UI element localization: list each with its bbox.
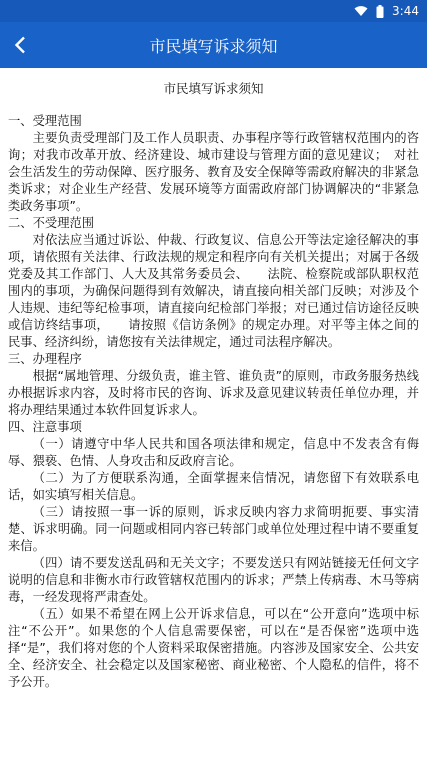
back-button[interactable] [0, 22, 40, 68]
document-body[interactable] [0, 68, 427, 691]
paragraph: （四）请不要发送乱码和无关文字；不要发送只有网站链接无任何文字说明的信息和非衡水市行政管辖权范围内的诉求；严禁上传病毒、木马等病毒，一经发现将严肃查处。 [8, 556, 419, 604]
app-title: 市民填写诉求须知 [149, 36, 278, 56]
paragraph: （二）为了方便联系沟通，全面掌握来信情况，请您留下有效联系电话，如实填写相关信息。 [8, 471, 419, 502]
paragraph: （一）请遵守中华人民共和国各项法律和规定，信息中不发表含有侮辱、猥亵、色情、人身攻击和反政府言论。 [8, 437, 419, 468]
paragraph: （五）如果不希望在网上公开诉求信息，可以在“公开意向”选项中标注“不公开”。如果您的个人信息需要保密，可以在“是否保密”选项中选择“是”，我们将对您的个人资料采取保密措施。内容涉及国家安全、公共安全、经济安全、社会稳定以及国家秘密、商业秘密、个人隐私的信件，将不予公开。 [8, 607, 419, 689]
document-title: 市民填写诉求须知 [163, 81, 264, 96]
section-heading: 三、办理程序 [8, 352, 82, 366]
app-bar [0, 22, 427, 68]
chevron-left-icon [14, 36, 26, 54]
paragraph: 主要负责受理部门及工作人员职责、办事程序等行政管辖权范围内的咨询；对我市改革开放、经济建设、城市建设与管理方面的意见建议； 对社会生活发生的劳动保障、医疗服务、教育及安全保障等需政府解决的非紧急类诉求；对企业生产经营、发展环境等方面需政府部门协调解决的“非紧急类政务事项”。 [8, 131, 419, 213]
status-bar [0, 0, 427, 22]
section-heading: 四、注意事项 [8, 420, 82, 434]
section-heading: 二、不受理范围 [8, 216, 95, 230]
battery-icon [376, 5, 384, 18]
section-heading: 一、受理范围 [8, 114, 82, 128]
paragraph: （三）请按照一事一诉的原则，诉求反映内容力求简明扼要、事实清楚、诉求明确。同一问题或相同内容已转部门或单位处理过程中请不要重复来信。 [8, 505, 419, 553]
paragraph: 根据“属地管理、分级负责，谁主管、谁负责”的原则，市政务服务热线办根据诉求内容，及时将市民的咨询、诉求及意见建议转责任单位办理，并将办理结果通过本软件回复诉求人。 [8, 369, 419, 417]
wifi-icon [354, 5, 368, 17]
paragraph: 对依法应当通过诉讼、仲裁、行政复议、信息公开等法定途径解决的事项，请依照有关法律、行政法规的规定和程序向有关机关提出；对属于各级党委及其工作部门、人大及其常务委员会、 法院、检察院或部队职权范围内的事项，为确保问题得到有效解决，请直接向相关部门反映；对涉及个人违规、违纪等纪检事项，请直接向纪检部门举报；对已通过信访途径反映或信访终结事项， 请按照《信访条例》的规定办理。对平等主体之间的民事、经济纠纷，请您按有关法律规定，通过司法程序解决。 [8, 233, 419, 349]
status-time: 3:44 [392, 4, 419, 18]
